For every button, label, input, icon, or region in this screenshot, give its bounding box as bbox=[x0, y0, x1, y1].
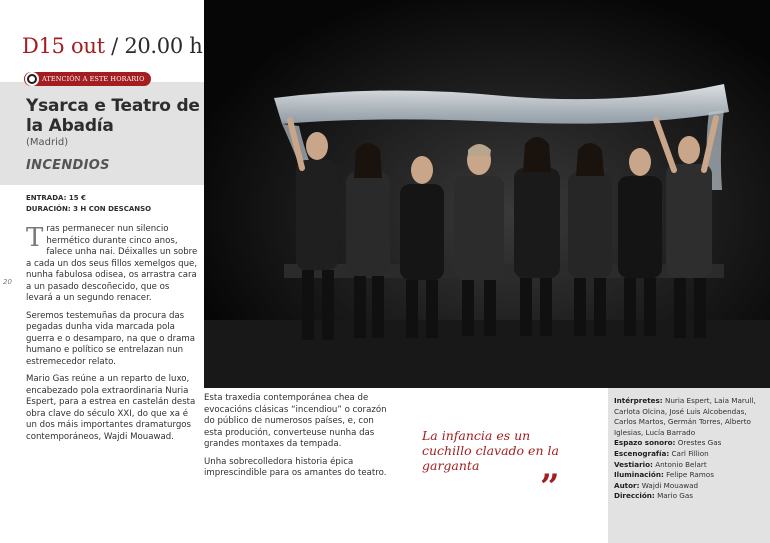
credits-list bbox=[614, 396, 766, 502]
credit-row bbox=[614, 481, 766, 492]
ticket-info bbox=[26, 193, 151, 215]
pull-quote: La infancia es un cuchillo clavado en la garganta bbox=[422, 428, 559, 473]
quote-mark-icon: ” bbox=[540, 467, 560, 507]
credit-label: Iluminación: bbox=[614, 470, 664, 480]
credit-row bbox=[614, 460, 766, 471]
body-text-left bbox=[26, 224, 198, 449]
date-separator: / bbox=[111, 34, 118, 58]
credit-row bbox=[614, 491, 766, 502]
credit-value: Orestes Gas bbox=[677, 438, 722, 448]
credit-row bbox=[614, 449, 766, 460]
credit-label: Vestiario: bbox=[614, 459, 653, 469]
credit-value: Antonio Belart bbox=[655, 459, 707, 469]
paragraph-text: ras permanecer nun silencio hermético durante cinco anos, falece unha nai. Déixalles un sobre a cada un dos seus fillos xemelgos que, nunha fabulosa odisea, os arrastra cara a un pasado descoñecido, que os levará a un segundo renacer. bbox=[26, 224, 198, 303]
cast-photo bbox=[204, 0, 770, 388]
paragraph: Mario Gas reúne a un reparto de luxo, encabezado pola extraordinaria Nuria Espert, para a estrea en castelán desta obra clave do século XXI, do que xa é un dos máis importantes dramaturgos contemporáneos, Wajdi Mouawad. bbox=[26, 374, 196, 442]
credit-label: Intérpretes: bbox=[614, 396, 663, 405]
event-time: 20.00 h bbox=[124, 34, 203, 58]
attention-badge-label: ATENCIÓN A ESTE HORARIO bbox=[42, 75, 145, 83]
event-date: D15 out bbox=[22, 34, 105, 58]
credit-label: Autor: bbox=[614, 480, 640, 490]
credit-value: Felipe Ramos bbox=[666, 470, 714, 480]
date-time-heading bbox=[22, 34, 203, 58]
entry-price: ENTRADA: 15 € bbox=[26, 194, 86, 202]
drop-cap: T bbox=[26, 223, 44, 253]
company-name: Ysarca e Teatro de la Abadía bbox=[26, 96, 200, 136]
play-title: INCENDIOS bbox=[26, 158, 110, 173]
duration: DURACIÓN: 3 H CON DESCANSO bbox=[26, 205, 152, 213]
credit-value: Nuria Espert, Laia Marull, Carlota Olcina, José Luis Alcobendas, Carlos Martos, Germán Torres, Alberto Iglesias, Lucía Barrado bbox=[614, 396, 756, 437]
credit-label: Dirección: bbox=[614, 491, 655, 501]
credit-row bbox=[614, 470, 766, 481]
credit-label: Escenografía: bbox=[614, 448, 670, 458]
company-city: (Madrid) bbox=[26, 137, 69, 148]
paragraph: Unha sobrecolledora historia épica imprescindible para os amantes do teatro. bbox=[204, 456, 387, 478]
page-number: 20 bbox=[3, 278, 12, 286]
credit-row bbox=[614, 396, 766, 438]
credit-value: Carl Fillion bbox=[671, 448, 709, 458]
clock-icon bbox=[25, 72, 39, 86]
paragraph: Seremos testemuñas da procura das pegadas dunha vida marcada pola guerra e o desamparo, na que o drama humano e político se entrelazan nun estremecedor relato. bbox=[26, 310, 196, 367]
credit-label: Espazo sonoro: bbox=[614, 438, 676, 448]
credit-value: Mario Gas bbox=[657, 491, 694, 501]
credit-value: Wajdi Mouawad bbox=[641, 480, 699, 490]
paragraph: Esta traxedia contemporánea chea de evocacións clásicas “incendiou” o corazón do público de numerosos países, e, con esta produción, converteuse nunha das grandes montaxes da tempada. bbox=[204, 393, 387, 449]
body-text-middle bbox=[204, 393, 394, 486]
paragraph bbox=[26, 224, 198, 305]
attention-badge bbox=[24, 72, 151, 86]
credit-row bbox=[614, 438, 766, 449]
